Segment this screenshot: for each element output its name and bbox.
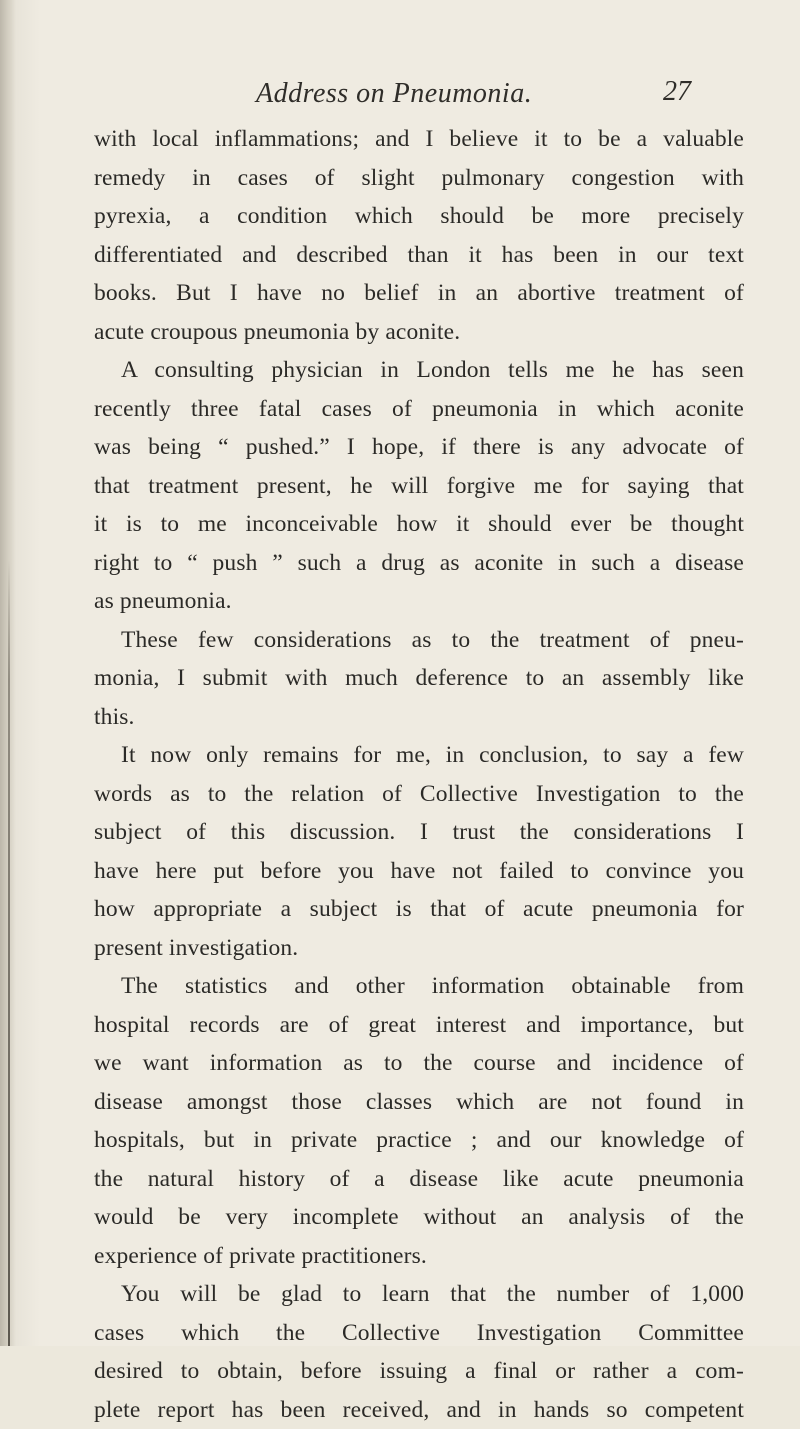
text-line: acute croupous pneumonia by aconite. (94, 313, 744, 352)
text-line: hospitals, but in private practice ; and our knowledge of (94, 1121, 744, 1160)
body-text (94, 120, 744, 1429)
text-line: desired to obtain, before issuing a final or rather a com- (94, 1352, 744, 1391)
text-line: it is to me inconceivable how it should ever be thought (94, 505, 744, 544)
text-line: monia, I submit with much deference to an assembly like (94, 659, 744, 698)
text-line: recently three fatal cases of pneumonia in which aconite (94, 390, 744, 429)
text-line: right to “ push ” such a drug as aconite in such a disease (94, 544, 744, 583)
text-line: A consulting physician in London tells me he has seen (94, 351, 744, 390)
text-line: differentiated and described than it has been in our text (94, 236, 744, 275)
text-line: cases which the Collective Investigation Committee (94, 1314, 744, 1353)
page-number: 27 (663, 76, 691, 108)
text-line: These few considerations as to the treatment of pneu- (94, 621, 744, 660)
text-line: present investigation. (94, 929, 744, 968)
text-line: have here put before you have not failed to convince you (94, 852, 744, 891)
text-line: You will be glad to learn that the number of 1,000 (94, 1275, 744, 1314)
text-line: would be very incomplete without an analysis of the (94, 1198, 744, 1237)
text-line: we want information as to the course and incidence of (94, 1044, 744, 1083)
text-line: subject of this discussion. I trust the considerations I (94, 813, 744, 852)
page-gutter-edge (8, 560, 10, 1346)
page-header (0, 78, 800, 118)
running-title: Address on Pneumonia. (256, 78, 532, 110)
text-line: that treatment present, he will forgive me for saying that (94, 467, 744, 506)
text-line: words as to the relation of Collective Investigation to the (94, 775, 744, 814)
text-line: disease amongst those classes which are not found in (94, 1083, 744, 1122)
text-line: The statistics and other information obtainable from (94, 967, 744, 1006)
text-line: pyrexia, a condition which should be more precisely (94, 197, 744, 236)
text-line: the natural history of a disease like acute pneumonia (94, 1160, 744, 1199)
text-line: with local inflammations; and I believe it to be a valuable (94, 120, 744, 159)
text-line: experience of private practitioners. (94, 1237, 744, 1276)
text-line: this. (94, 698, 744, 737)
text-line: It now only remains for me, in conclusion, to say a few (94, 736, 744, 775)
text-line: how appropriate a subject is that of acute pneumonia for (94, 890, 744, 929)
text-line: books. But I have no belief in an abortive treatment of (94, 274, 744, 313)
text-line: was being “ pushed.” I hope, if there is any advocate of (94, 428, 744, 467)
text-line: remedy in cases of slight pulmonary congestion with (94, 159, 744, 198)
text-line: plete report has been received, and in hands so competent (94, 1391, 744, 1429)
text-line: as pneumonia. (94, 582, 744, 621)
text-line: hospital records are of great interest and importance, but (94, 1006, 744, 1045)
